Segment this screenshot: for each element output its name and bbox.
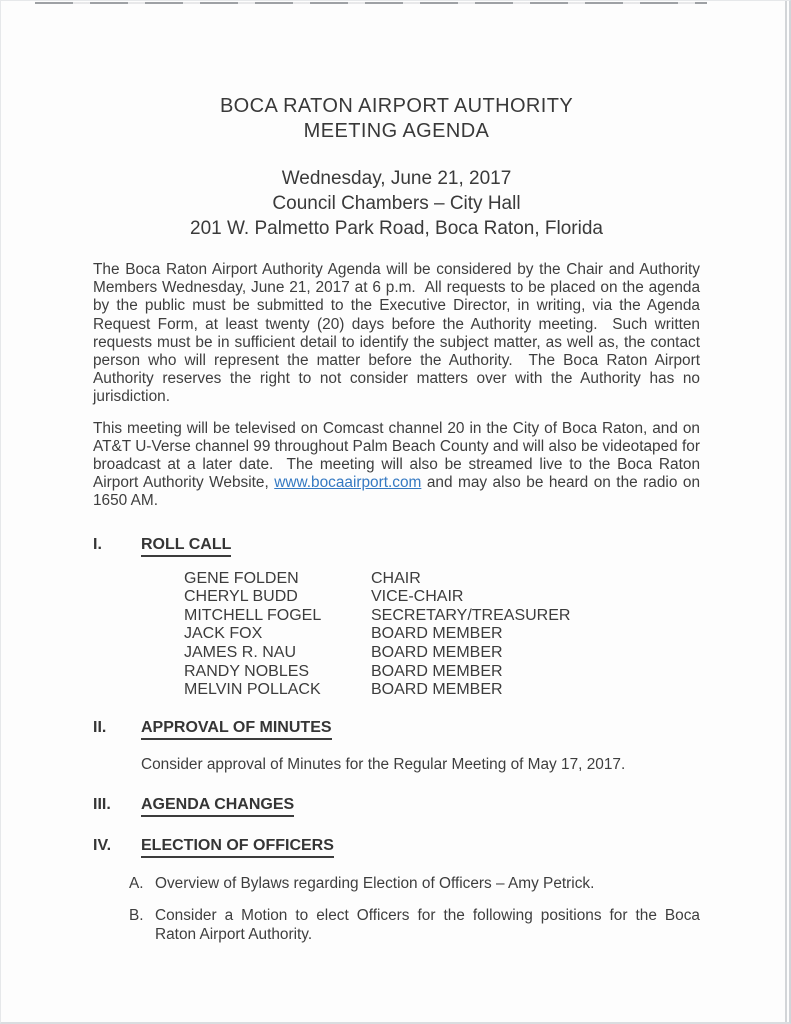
section-numeral: III. xyxy=(93,796,111,813)
section-roll-call-heading: ROLL CALL xyxy=(141,535,231,557)
section-agenda-changes xyxy=(93,795,700,817)
member-title: BOARD MEMBER xyxy=(371,625,503,643)
intro-paragraph-2-after-link: and may also be heard on the radio on 1650 AM. xyxy=(93,474,705,510)
section-agenda-changes-heading-row xyxy=(93,795,700,817)
member-title: BOARD MEMBER xyxy=(371,681,503,699)
scan-artifact-right-edge xyxy=(785,1,787,1022)
roll-call-row xyxy=(184,644,700,663)
member-title: CHAIR xyxy=(371,569,421,587)
member-name: RANDY NOBLES xyxy=(184,662,310,680)
roll-call-row xyxy=(184,663,700,682)
election-items-list xyxy=(93,875,700,944)
meeting-address: 201 W. Palmetto Park Road, Boca Raton, Florida xyxy=(190,218,603,239)
website-link[interactable]: www.bocaairport.com xyxy=(274,474,422,492)
section-approval-heading-row xyxy=(93,718,700,740)
section-agenda-changes-heading: AGENDA CHANGES xyxy=(141,795,294,817)
scan-artifact-top-edge xyxy=(35,2,707,4)
roll-call-row xyxy=(184,607,700,626)
section-roll-call xyxy=(93,535,700,700)
section-election-heading: ELECTION OF OFFICERS xyxy=(141,836,334,858)
document-title-line2: MEETING AGENDA xyxy=(303,120,490,142)
member-title: VICE-CHAIR xyxy=(371,588,464,606)
agenda-item-b xyxy=(129,907,700,944)
item-text: Consider a Motion to elect Officers for the following positions for the Boca Raton Airport Authority. xyxy=(155,907,700,943)
roll-call-row xyxy=(184,588,700,607)
item-marker: A. xyxy=(129,875,144,892)
intro-paragraph-2 xyxy=(93,419,705,511)
meeting-date: Wednesday, June 21, 2017 xyxy=(281,168,512,189)
intro-paragraph-2-before-link: This meeting will be televised on Comcast channel 20 in the City of Boca Raton, and on AT&T U-Verse channel 99 throughout Palm Beach County and will also be videotaped for broadcast at a later date. The meeting will also be streamed live to the Boca Raton Airport Authority Website, xyxy=(93,419,705,492)
meeting-location: Council Chambers – City Hall xyxy=(272,193,521,214)
item-marker: B. xyxy=(129,907,144,925)
section-election-of-officers xyxy=(93,836,700,944)
member-title: BOARD MEMBER xyxy=(371,644,503,662)
member-name: JAMES R. NAU xyxy=(184,644,297,662)
member-title: BOARD MEMBER xyxy=(371,662,503,680)
member-name: GENE FOLDEN xyxy=(184,569,299,587)
roll-call-row xyxy=(184,681,700,700)
approval-of-minutes-text: Consider approval of Minutes for the Regular Meeting of May 17, 2017. xyxy=(141,755,626,773)
member-name: MELVIN POLLACK xyxy=(184,681,321,699)
member-name: MITCHELL FOGEL xyxy=(184,606,322,624)
item-text: Overview of Bylaws regarding Election of Officers – Amy Petrick. xyxy=(155,875,595,892)
section-numeral: II. xyxy=(93,718,107,736)
roll-call-row xyxy=(184,625,700,644)
section-election-heading-row xyxy=(93,836,700,858)
document-title-block xyxy=(93,94,700,144)
member-name: JACK FOX xyxy=(184,625,263,643)
member-name: CHERYL BUDD xyxy=(184,588,298,606)
intro-paragraph-1: The Boca Raton Airport Authority Agenda will be considered by the Chair and Authority Members Wednesday, June 21, 2017 at 6 p.m. All requests to be placed on the agenda by the public must be submitted to the Executive Director, in writing, via the Agenda Request Form, at least twenty (20) days before the Authority meeting. Such written requests must be in sufficient detail to identify the subject matter, as well as, the contact person who will represent the matter before the Authority. The Boca Raton Airport Authority reserves the right to not consider matters over with the Authority has no jurisdiction. xyxy=(93,261,705,406)
section-approval-of-minutes xyxy=(93,718,700,774)
roll-call-row xyxy=(184,570,700,589)
agenda-item-a xyxy=(129,875,700,893)
member-title: SECRETARY/TREASURER xyxy=(371,606,571,624)
section-roll-call-heading-row xyxy=(93,535,700,557)
section-approval-heading: APPROVAL OF MINUTES xyxy=(141,718,332,740)
meeting-info-block xyxy=(93,166,700,241)
section-numeral: IV. xyxy=(93,837,112,854)
document-title-line1: BOCA RATON AIRPORT AUTHORITY xyxy=(219,95,574,117)
roll-call-table xyxy=(184,570,700,700)
section-numeral: I. xyxy=(93,535,102,553)
